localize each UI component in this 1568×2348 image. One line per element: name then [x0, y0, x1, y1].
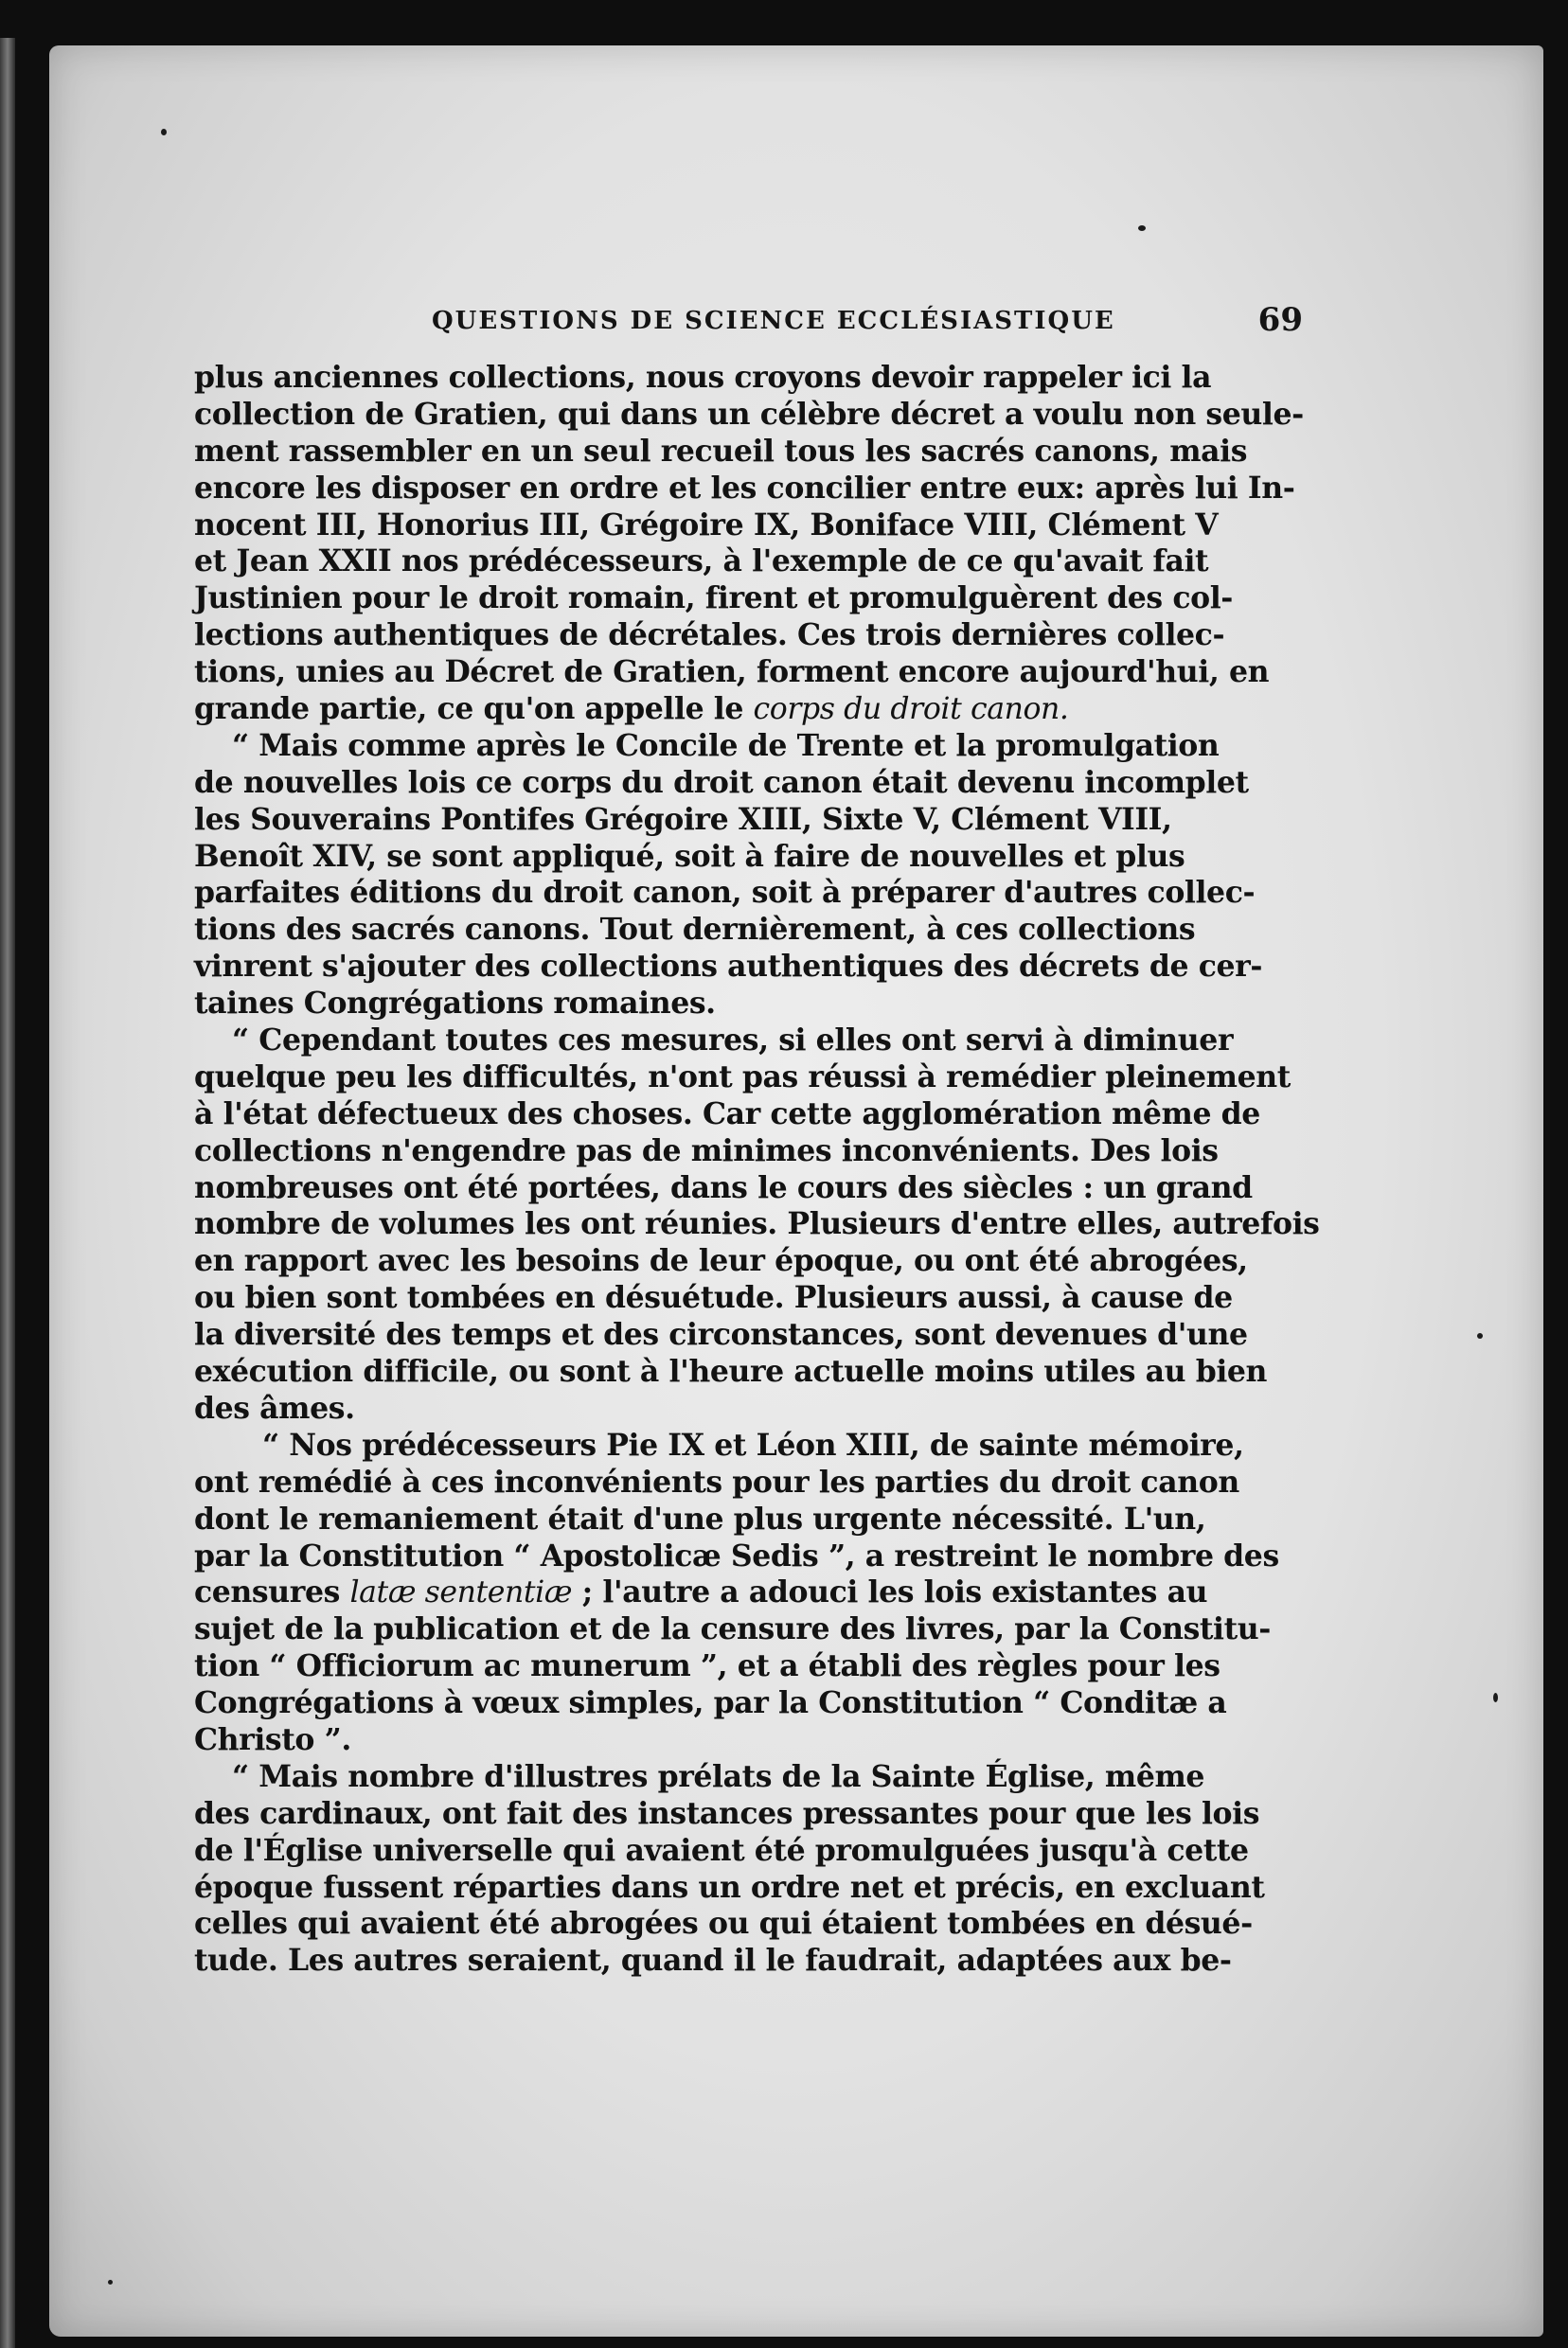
text-line: vinrent s'ajouter des collections authentiques des décrets de cer-	[194, 949, 1263, 985]
dust-speck	[1493, 1693, 1498, 1702]
text-line: dont le remaniement était d'une plus urgente nécessité. L'un,	[194, 1501, 1206, 1537]
text-line: nocent III, Honorius III, Grégoire IX, Boniface VIII, Clément V	[194, 507, 1219, 543]
paragraph-start: “ Nos prédécesseurs Pie IX et Léon XIII, de sainte mémoire,	[262, 1427, 1244, 1463]
dust-speck	[108, 2280, 113, 2285]
page-header	[432, 301, 1303, 345]
text-line: nombre de volumes les ont réunies. Plusieurs d'entre elles, autrefois	[194, 1206, 1320, 1242]
text-line: Congrégations à vœux simples, par la Constitution “ Conditæ a	[194, 1685, 1227, 1721]
text-line: plus anciennes collections, nous croyons devoir rappeler ici la	[194, 360, 1212, 395]
text-line: et Jean XXII nos prédécesseurs, à l'exemple de ce qu'avait fait	[194, 543, 1209, 579]
text-line: à l'état défectueux des choses. Car cette agglomération même de	[194, 1095, 1260, 1131]
paragraph-start: “ Mais nombre d'illustres prélats de la Sainte Église, même	[232, 1758, 1205, 1794]
text-line: la diversité des temps et des circonstances, sont devenues d'une	[194, 1317, 1248, 1353]
text-line: en rapport avec les besoins de leur époque, ou ont été abrogées,	[194, 1243, 1248, 1279]
text-line: Benoît XIV, se sont appliqué, soit à faire de nouvelles et plus	[194, 838, 1185, 874]
text-line	[194, 1574, 1297, 1611]
text-line: ment rassembler en un seul recueil tous les sacrés canons, mais	[194, 433, 1248, 469]
text-segment: censures	[194, 1574, 350, 1610]
text-line: parfaites éditions du droit canon, soit à préparer d'autres collec-	[194, 875, 1256, 911]
text-line: collections n'engendre pas de minimes inconvénients. Des lois	[194, 1132, 1219, 1168]
page-number: 69	[1257, 301, 1303, 339]
italic-term: corps du droit canon.	[753, 692, 1069, 727]
text-line	[194, 691, 1297, 728]
text-line: des cardinaux, ont fait des instances pressantes pour que les lois	[194, 1795, 1260, 1831]
running-head: QUESTIONS DE SCIENCE ECCLÉSIASTIQUE	[432, 307, 1115, 335]
text-line: quelque peu les difficultés, n'ont pas réussi à remédier pleinement	[194, 1058, 1291, 1094]
text-line: taines Congrégations romaines.	[194, 986, 716, 1022]
text-line: époque fussent réparties dans un ordre net et précis, en excluant	[194, 1869, 1265, 1905]
text-line: de nouvelles lois ce corps du droit canon était devenu incomplet	[194, 764, 1249, 800]
dust-speck	[1477, 1333, 1483, 1339]
paragraph-start: “ Cependant toutes ces mesures, si elles ont servi à diminuer	[232, 1023, 1234, 1058]
text-line: tude. Les autres seraient, quand il le faudrait, adaptées aux be-	[194, 1943, 1232, 1979]
text-line: les Souverains Pontifes Grégoire XIII, Sixte V, Clément VIII,	[194, 801, 1172, 837]
italic-term: latæ sententiæ	[349, 1575, 573, 1610]
text-line: celles qui avaient été abrogées ou qui étaient tombées en désué-	[194, 1906, 1253, 1942]
dust-speck	[161, 129, 167, 135]
text-segment: ; l'autre a adouci les lois existantes au	[572, 1574, 1208, 1610]
text-line: Christo ”.	[194, 1721, 351, 1757]
text-line: par la Constitution “ Apostolicæ Sedis ”, a restreint le nombre des	[194, 1538, 1279, 1574]
text-line: lections authentiques de décrétales. Ces trois dernières collec-	[194, 617, 1225, 653]
text-line: tions des sacrés canons. Tout dernièrement, à ces collections	[194, 912, 1196, 948]
body-text	[194, 360, 1320, 1980]
paragraph-start: “ Mais comme après le Concile de Trente et la promulgation	[232, 727, 1220, 763]
text-line: encore les disposer en ordre et les concilier entre eux: après lui In-	[194, 470, 1295, 506]
text-line: nombreuses ont été portées, dans le cours des siècles : un grand	[194, 1169, 1253, 1205]
text-line: exécution difficile, ou sont à l'heure actuelle moins utiles au bien	[194, 1354, 1268, 1390]
text-line: sujet de la publication et de la censure des livres, par la Constitu-	[194, 1611, 1271, 1647]
text-line: des âmes.	[194, 1390, 355, 1426]
adjacent-page-edge	[0, 38, 15, 2348]
text-line: tions, unies au Décret de Gratien, forment encore aujourd'hui, en	[194, 654, 1270, 690]
text-segment: grande partie, ce qu'on appelle le	[194, 691, 754, 727]
text-line: Justinien pour le droit romain, firent et promulguèrent des col-	[194, 580, 1233, 616]
text-line: de l'Église universelle qui avaient été promulguées jusqu'à cette	[194, 1832, 1249, 1868]
text-line: ont remédié à ces inconvénients pour les parties du droit canon	[194, 1464, 1239, 1500]
dust-speck	[1138, 225, 1146, 231]
text-line: collection de Gratien, qui dans un célèbre décret a voulu non seule-	[194, 396, 1304, 432]
text-line: ou bien sont tombées en désuétude. Plusieurs aussi, à cause de	[194, 1280, 1233, 1316]
text-line: tion “ Officiorum ac munerum ”, et a établi des règles pour les	[194, 1648, 1221, 1684]
